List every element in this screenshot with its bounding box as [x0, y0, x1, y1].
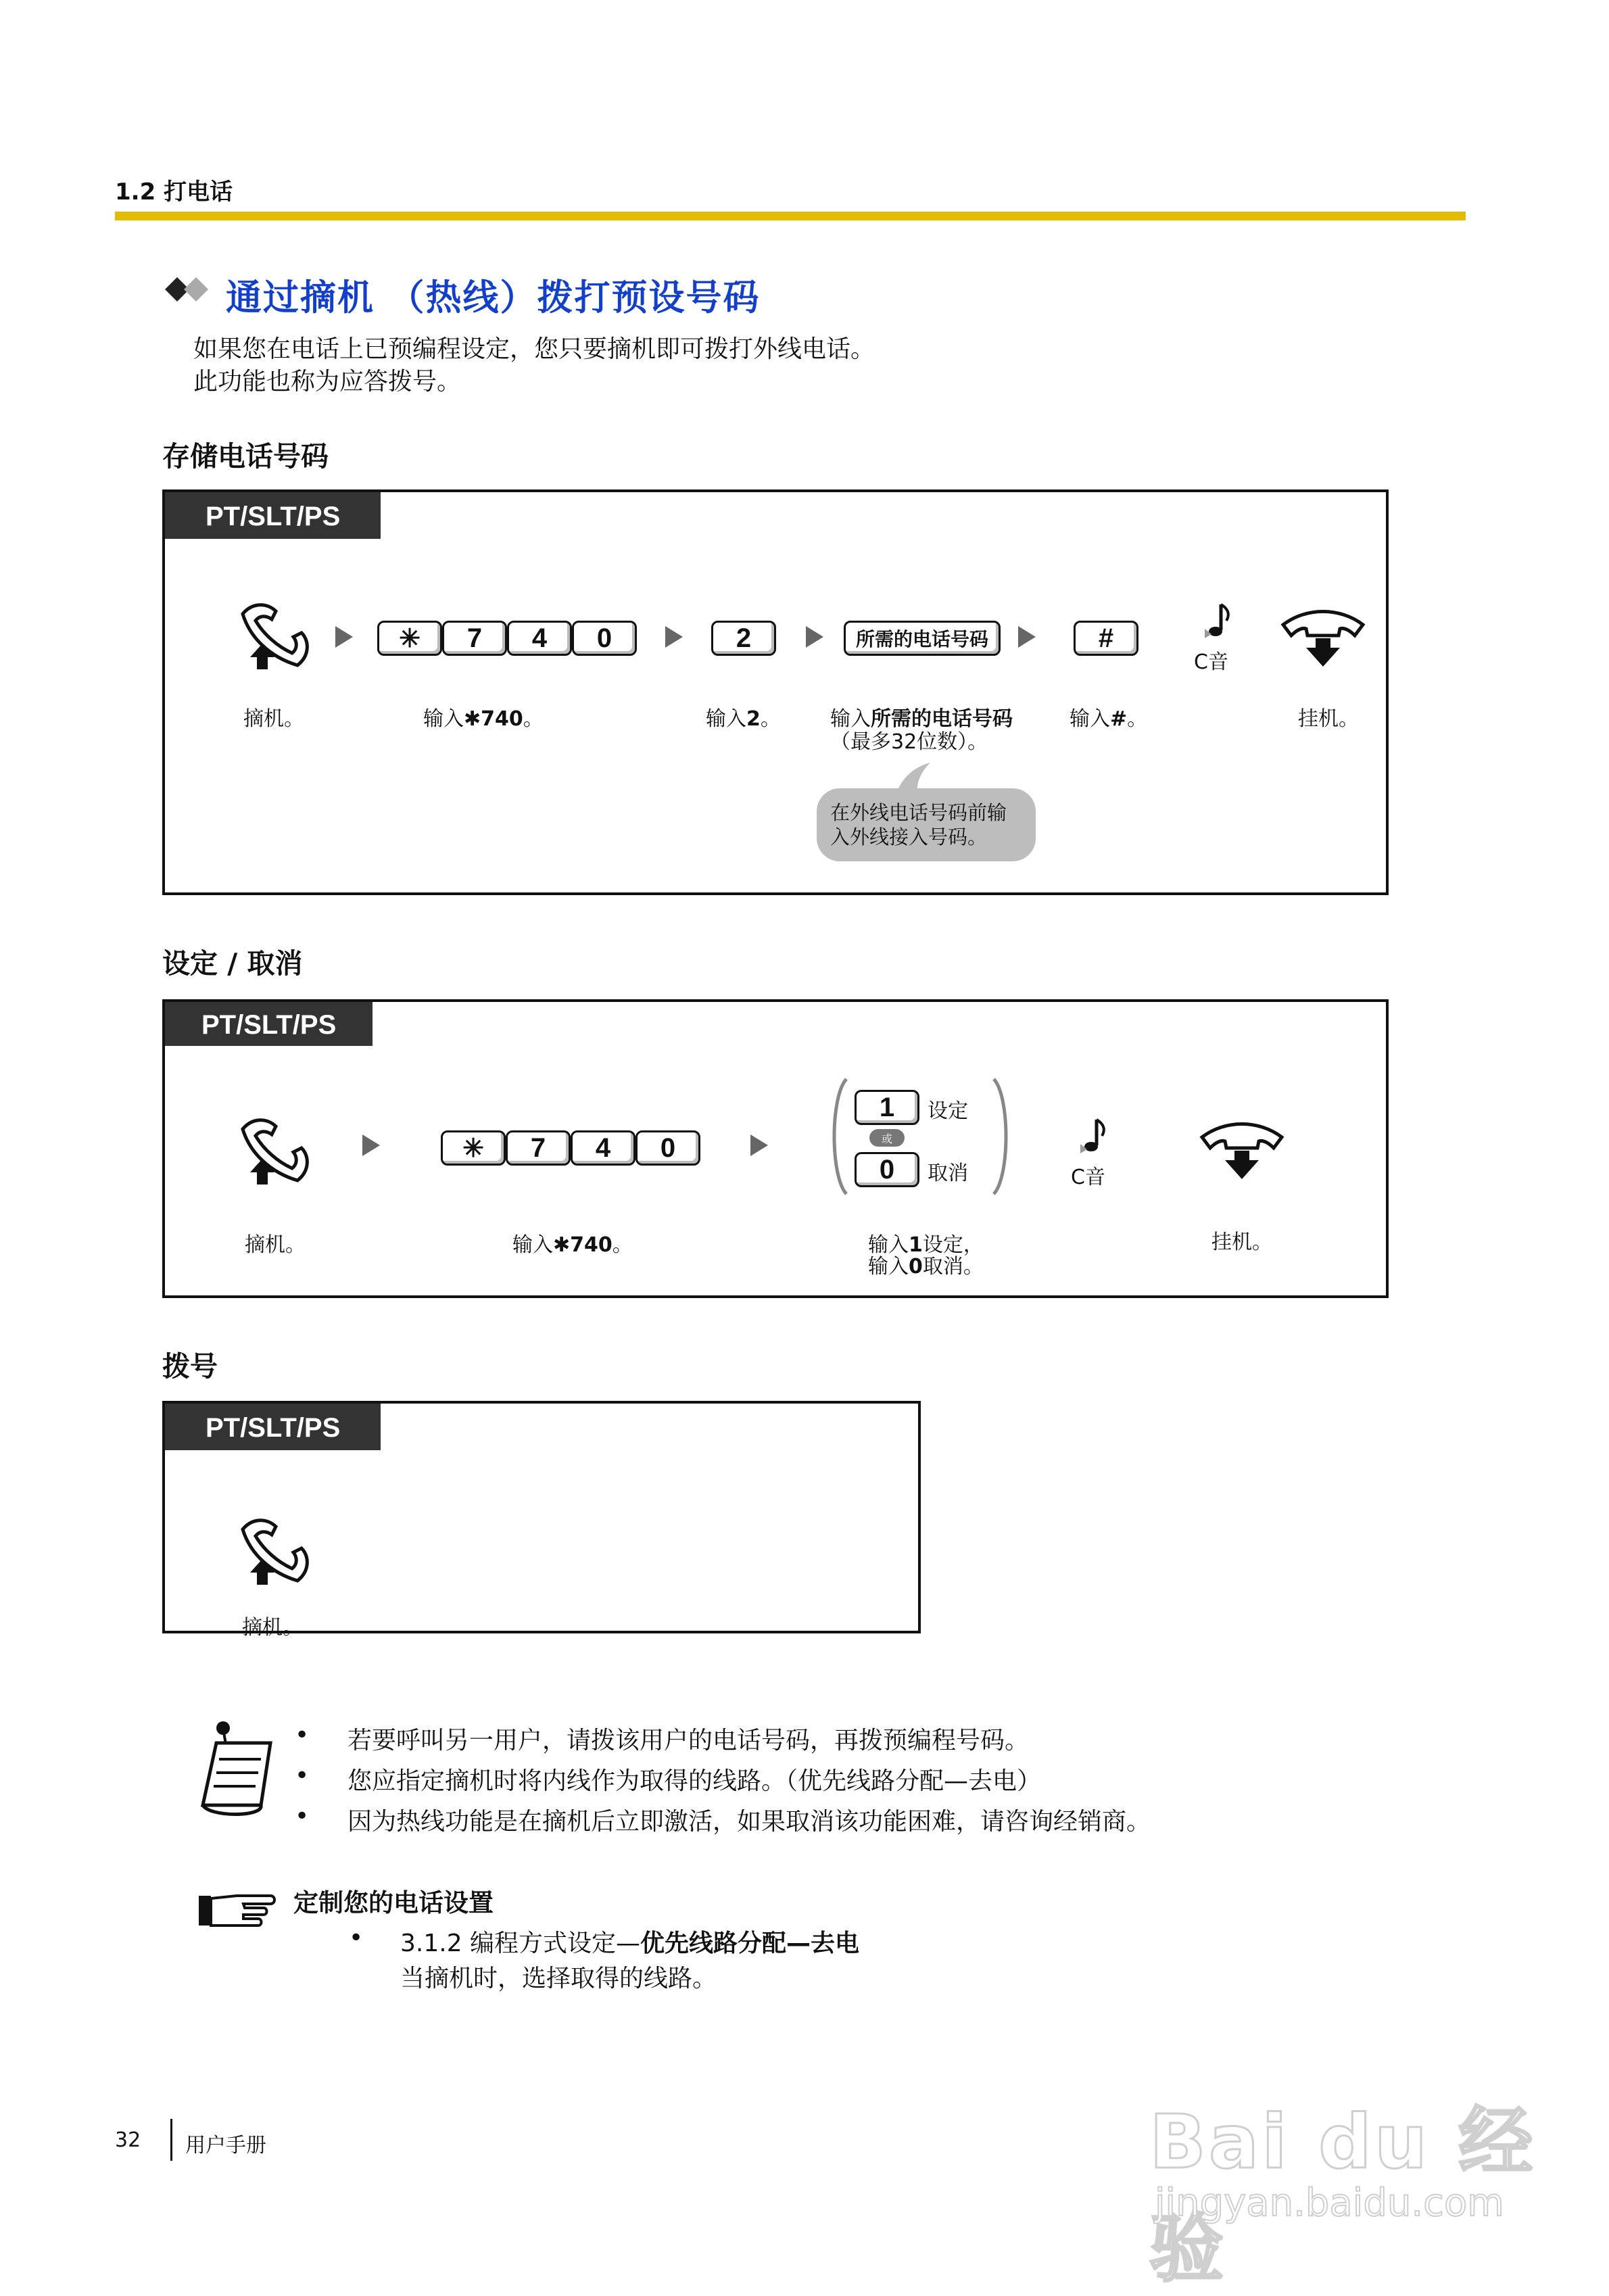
dial-box: [162, 1401, 921, 1640]
key-4: 4: [507, 621, 572, 656]
step-arrow: [335, 626, 353, 648]
label-onhook: 挂机。: [1298, 707, 1359, 731]
tip-line-2: 入外线接入号码。: [830, 826, 988, 848]
watermark-brand: Bai du 经验: [1149, 2099, 1536, 2292]
cancel-label: 取消: [928, 1162, 968, 1185]
step-arrow: [362, 1134, 380, 1156]
tone-label: C音: [1194, 650, 1228, 674]
store-number-box: [162, 489, 1389, 895]
page-number: 32: [115, 2128, 141, 2152]
manual-name: 用户手册: [185, 2134, 266, 2157]
label-cancel-line: 输入0取消。: [868, 1255, 984, 1278]
diamond-icon: [164, 276, 218, 306]
onhook-handset-icon: [1279, 604, 1367, 675]
watermark-url: jingyan.baidu.com: [1155, 2181, 1504, 2225]
key-star: ✳: [441, 1130, 506, 1166]
key-1: 1: [855, 1090, 919, 1125]
label-offhook: 摘机。: [242, 1616, 303, 1640]
set-label: 设定: [928, 1099, 968, 1123]
section-heading-dial: 拨号: [162, 1350, 218, 1383]
note-3: 因为热线功能是在摘机后立即激活，如果取消该功能困难，请咨询经销商。: [347, 1808, 1151, 1836]
note-2: 您应指定摘机时将内线作为取得的线路。（优先线路分配—去电）: [347, 1767, 1042, 1795]
label-set-line: 输入1设定，: [868, 1233, 984, 1257]
label-input-hash: 输入#。: [1070, 707, 1148, 731]
step-arrow: [806, 626, 823, 648]
right-bracket: [990, 1076, 1017, 1197]
bullet: •: [295, 1802, 310, 1830]
customize-link[interactable]: 3.1.2 编程方式设定—优先线路分配—去电: [400, 1930, 860, 1957]
key-2: 2: [711, 621, 776, 656]
label-offhook: 摘机。: [245, 1233, 306, 1257]
section-heading-store: 存储电话号码: [162, 440, 329, 473]
key-7: 7: [442, 621, 507, 656]
key-star: ✳: [377, 621, 442, 656]
header-rule: [115, 212, 1466, 220]
tone-label: C音: [1071, 1166, 1105, 1189]
customize-description: 当摘机时，选择取得的线路。: [400, 1965, 717, 1992]
label-input-740: 输入✱740。: [423, 707, 544, 731]
key-desired-number: 所需的电话号码: [844, 621, 1001, 656]
label-offhook: 摘机。: [243, 707, 304, 731]
running-header: 1.2 打电话: [115, 178, 233, 206]
device-tab: PT/SLT/PS: [165, 1404, 381, 1450]
label-max-digits: （最多32位数）。: [830, 730, 988, 754]
note-1: 若要呼叫另一用户，请拨该用户的电话号码，再拨预编程号码。: [347, 1727, 1030, 1754]
page-title: 通过摘机 （热线）拨打预设号码: [226, 277, 761, 318]
key-hash: #: [1074, 621, 1138, 656]
footer-divider: [170, 2119, 172, 2161]
key-0-cancel: 0: [855, 1152, 919, 1187]
label-input-2: 输入2。: [706, 707, 781, 731]
music-note-icon: [1076, 1116, 1110, 1159]
bullet: •: [295, 1721, 310, 1749]
label-input-number: 输入所需的电话号码: [830, 707, 1013, 731]
step-arrow: [665, 626, 683, 648]
key-0: 0: [572, 621, 637, 656]
set-cancel-box: [162, 999, 1389, 1298]
label-onhook: 挂机。: [1211, 1230, 1272, 1254]
device-tab: PT/SLT/PS: [165, 1002, 373, 1046]
key-7: 7: [506, 1130, 571, 1166]
intro-line-1: 如果您在电话上已预编程设定，您只要摘机即可拨打外线电话。: [193, 335, 875, 363]
device-tab: PT/SLT/PS: [165, 492, 381, 539]
key-0: 0: [635, 1130, 700, 1166]
bullet: •: [295, 1762, 310, 1790]
notepad-icon: [196, 1717, 284, 1821]
label-input-740: 输入✱740。: [512, 1233, 633, 1257]
or-badge: 或: [869, 1129, 905, 1147]
bullet: •: [349, 1924, 364, 1952]
tip-line-1: 在外线电话号码前输: [830, 801, 1007, 824]
music-note-icon: [1201, 600, 1234, 644]
left-bracket: [823, 1076, 850, 1197]
offhook-handset-icon: [233, 1514, 320, 1592]
onhook-handset-icon: [1198, 1117, 1286, 1187]
section-heading-set-cancel: 设定 / 取消: [162, 947, 303, 980]
tip-bubble: [817, 788, 1036, 861]
step-arrow: [1018, 626, 1036, 648]
customize-heading: 定制您的电话设置: [293, 1888, 494, 1917]
offhook-handset-icon: [233, 599, 320, 676]
pointing-hand-icon: [196, 1886, 277, 1936]
intro-line-2: 此功能也称为应答拨号。: [193, 368, 462, 396]
offhook-handset-icon: [233, 1114, 320, 1191]
key-4: 4: [571, 1130, 635, 1166]
step-arrow: [750, 1134, 768, 1156]
